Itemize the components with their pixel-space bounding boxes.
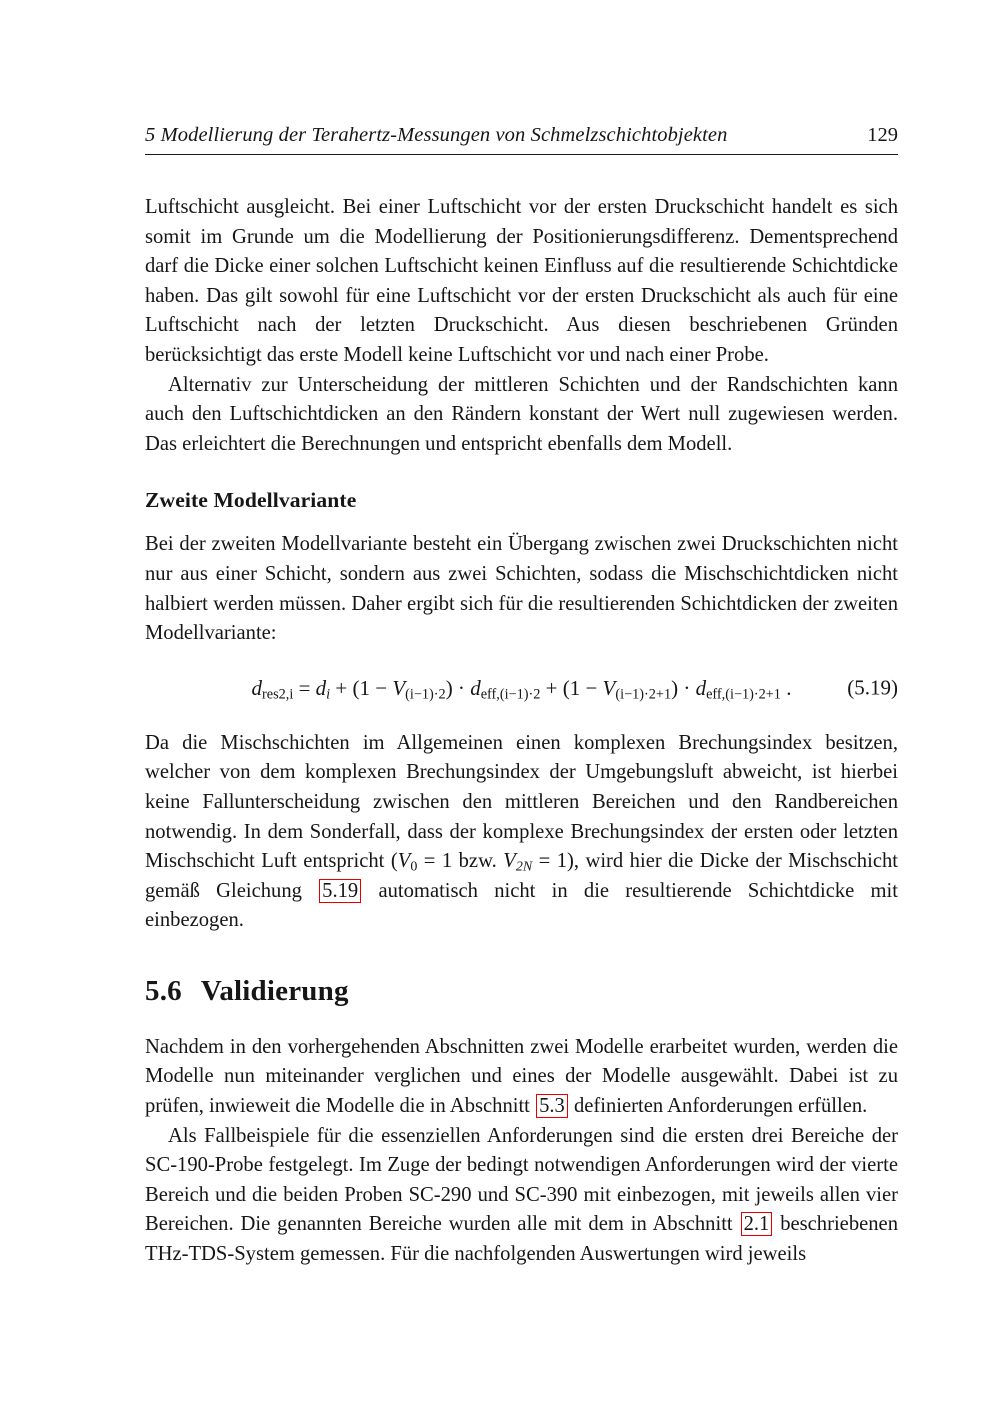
math-symbol: d: [251, 675, 263, 700]
math-subscript: res2,i: [262, 686, 294, 703]
math-symbol: V: [397, 850, 411, 873]
math-symbol: V: [503, 850, 516, 873]
math-symbol: V: [602, 675, 616, 700]
math-subscript: (i−1)·2+1: [615, 686, 672, 703]
equation-5-19: [145, 676, 898, 701]
section-title: Validierung: [200, 974, 349, 1007]
paragraph-text: = 1), wird hier die Dicke der Mischschicht gemäß Gleichung: [145, 850, 898, 902]
math-subscript: eff,(i−1)·2+1: [706, 686, 781, 703]
math-operator: =: [293, 675, 316, 700]
text-block: [145, 124, 898, 1270]
math-symbol: d: [315, 675, 327, 700]
math-operator: + (1 −: [330, 675, 393, 700]
paragraph-mischschichten: [145, 729, 898, 936]
math-operator: ) ·: [671, 675, 696, 700]
equation-ref-link-5-19[interactable]: 5.19: [319, 879, 361, 903]
paragraph-text: Als Fallbeispiele für die essenziellen Anforderungen sind die ersten drei Bereiche der SC-190-Probe festgelegt. Im Zuge der bedingt notwendigen Anforderungen wird der vierte Bereich und die beiden Proben SC-290 und SC-390 mit einbezogen, mit jeweils allen vier Bereichen. Die genannten Bereiche wurden alle mit dem in Abschnitt: [145, 1124, 898, 1236]
math-subscript: i: [326, 686, 331, 703]
section-heading-validierung: [145, 975, 898, 1008]
paragraph-nachdem: [145, 1033, 898, 1122]
paragraph-alternativ: Alternativ zur Unterscheidung der mittleren Schichten und der Randschichten kann auch den Luftschichtdicken an den Rändern konstant der Wert null zugewiesen werden. Das erleichtert die Berechnungen und entspricht ebenfalls dem Modell.: [145, 373, 898, 455]
section-ref-link-5-3[interactable]: 5.3: [536, 1094, 568, 1118]
section-ref-link-2-1[interactable]: 2.1: [741, 1212, 773, 1236]
equation-body: [252, 676, 792, 701]
subsection-heading-zweite-modellvariante: Zweite Modellvariante: [145, 488, 357, 513]
section-number: 5.6: [145, 974, 182, 1007]
page-number: 129: [867, 124, 898, 146]
paragraph-text: Nachdem in den vorhergehenden Abschnitten zwei Modelle erarbeitet wurden, werden die Modelle nun miteinander verglichen und eines der Modelle ausgewählt. Dabei ist zu prüfen, inwieweit die Modelle die in Abschnitt: [145, 1035, 898, 1118]
math-symbol: d: [470, 675, 481, 700]
math-subscript: eff,(i−1)·2: [480, 686, 541, 703]
paragraph-text: beschriebenen THz-TDS-System gemessen. Für die nachfolgenden Auswertungen wird jeweils: [145, 1213, 898, 1266]
paragraph-text: definierten Anforderungen erfüllen.: [568, 1095, 868, 1118]
chapter-header-title: 5 Modellierung der Terahertz-Messungen von Schmelzschichtobjekten: [145, 124, 728, 146]
paragraph-zweite-modellvariante: Bei der zweiten Modellvariante besteht ein Übergang zwischen zwei Druckschichten nicht nur aus einer Schicht, sondern aus zwei Schichten, sodass die Mischschichtdicken nicht halbiert werden müssen. Daher ergibt sich für die resultierenden Schichtdicken der zweiten Modellvariante:: [145, 533, 898, 645]
paragraph-text: = 1 bzw.: [417, 850, 504, 873]
math-symbol: d: [695, 675, 707, 700]
equation-number: (5.19): [847, 675, 898, 700]
math-subscript: (i−1)·2: [405, 686, 446, 703]
math-operator: + (1 −: [540, 675, 603, 700]
math-symbol: V: [392, 675, 406, 700]
paragraph-text: automatisch nicht in die resultierende Schichtdicke mit einbezogen.: [145, 879, 898, 932]
math-operator: ) ·: [445, 675, 471, 700]
math-subscript: 0: [410, 859, 418, 875]
paragraph-fallbeispiele: [145, 1122, 898, 1270]
paragraph-luftschicht: Luftschicht ausgleicht. Bei einer Luftschicht vor der ersten Druckschicht handelt es sich somit im Grunde um die Modellierung der Positionierungsdifferenz. Dementsprechend darf die Dicke einer solchen Luftschicht keinen Einfluss auf die resultierende Schichtdicke haben. Das gilt sowohl für eine Luftschicht vor der ersten Druckschicht als auch für eine Luftschicht nach der letzten Druckschicht. Aus diesen beschriebenen Gründen berücksichtigt das erste Modell keine Luftschicht vor und nach einer Probe.: [145, 196, 898, 366]
paragraph-text: Da die Mischschichten im Allgemeinen einen komplexen Brechungsindex besitzen, welcher von dem komplexen Brechungsindex der Umgebungsluft abweicht, ist hierbei keine Fallunterscheidung zwischen den mittleren Bereichen und den Randbereichen notwendig. In dem Sonderfall, dass der komplexe Brechungsindex der ersten oder letzten Mischschicht Luft entspricht (: [145, 731, 898, 873]
math-subscript: 2N: [515, 859, 533, 875]
running-header: [145, 124, 898, 155]
math-operator: .: [780, 675, 792, 700]
